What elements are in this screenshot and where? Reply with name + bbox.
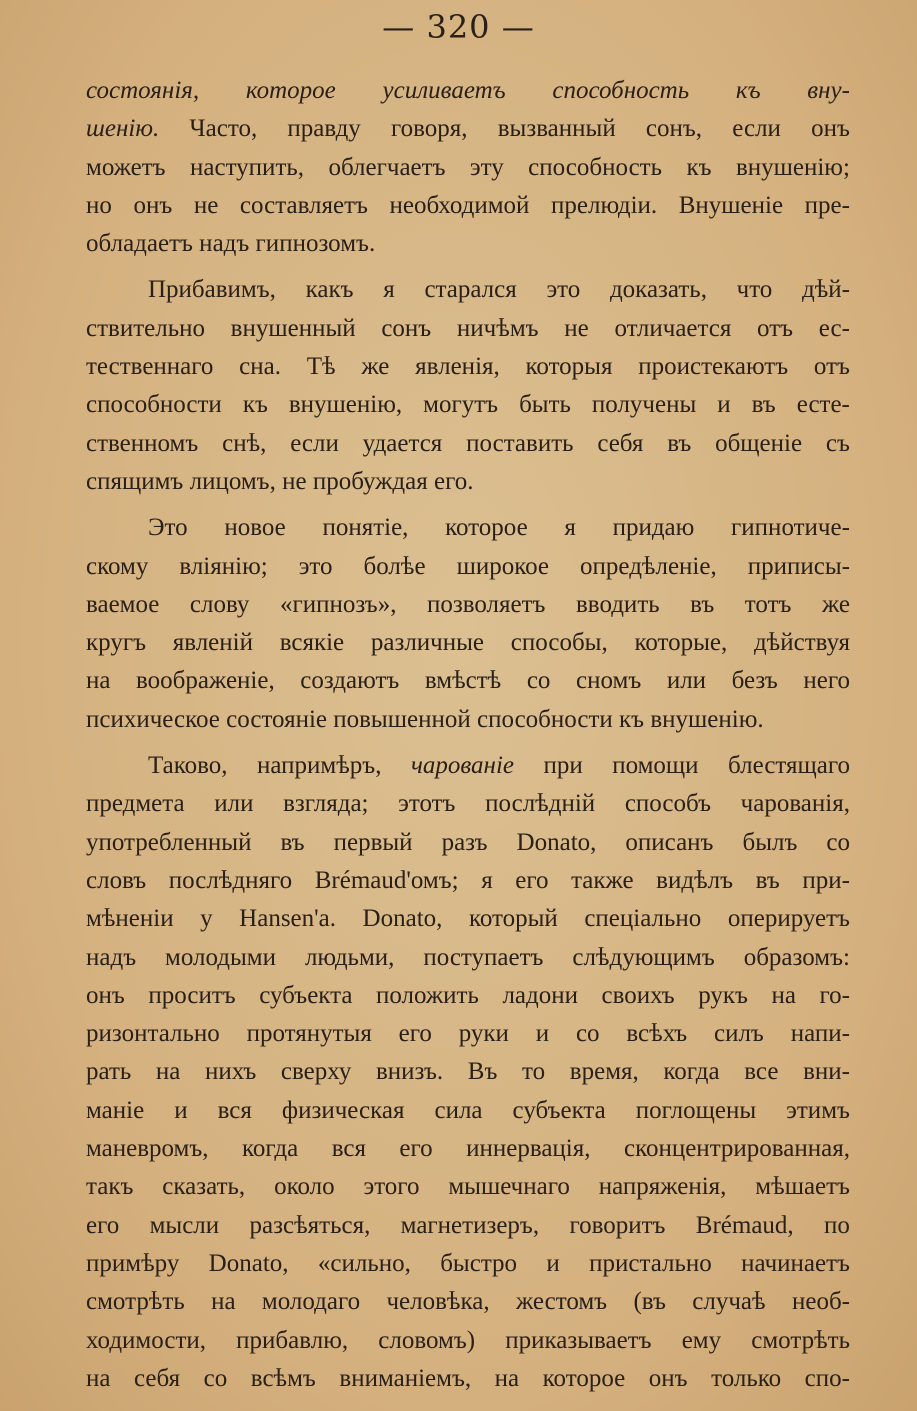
word: которые,	[634, 629, 728, 657]
text-line	[86, 187, 850, 225]
word: видѣлъ	[656, 866, 734, 894]
word: отъ	[757, 314, 794, 342]
word: наступить,	[190, 153, 305, 181]
word: помощи	[612, 752, 699, 780]
word: субъекта	[259, 981, 353, 1009]
word: это	[546, 276, 581, 304]
text-line	[86, 900, 850, 938]
word: ходимости,	[86, 1326, 207, 1354]
text-line	[86, 271, 850, 309]
word: когда	[242, 1135, 299, 1163]
word: въ	[667, 429, 692, 457]
word: со	[203, 1364, 228, 1392]
word: проистекаютъ	[638, 353, 789, 381]
word: удается	[362, 429, 443, 457]
word: отличается	[614, 314, 732, 342]
word: надъ	[86, 943, 137, 971]
word: ризонтально	[86, 1020, 220, 1048]
word: воображеніе,	[136, 667, 275, 695]
word: способности	[86, 391, 222, 419]
word: необходимой	[389, 191, 530, 219]
word: облегчаетъ	[328, 153, 446, 181]
word: создаютъ	[300, 667, 400, 695]
word: разъ	[441, 828, 488, 856]
word: смотрѣть	[86, 1288, 185, 1316]
word: и	[535, 1020, 550, 1048]
paragraph-gap	[86, 739, 850, 747]
word: маніе	[86, 1096, 145, 1124]
word: отъ	[813, 353, 850, 381]
word: которыя	[525, 353, 613, 381]
word: рукъ	[698, 981, 748, 1009]
word: только	[711, 1364, 782, 1392]
word: у	[200, 905, 213, 933]
italic-word: состоянія,	[86, 77, 200, 104]
italic-word: усиливаетъ	[382, 77, 506, 104]
text-line	[86, 110, 850, 148]
word: около	[274, 1173, 335, 1201]
word: сила	[434, 1096, 483, 1124]
text-line	[86, 1053, 850, 1091]
word: онъ	[86, 981, 125, 1009]
word: смотрѣть	[751, 1326, 850, 1354]
word: оперируетъ	[727, 905, 850, 933]
text-line	[86, 425, 850, 463]
word: напряженія,	[598, 1173, 727, 1201]
text-line	[86, 1015, 850, 1053]
text-line	[86, 785, 850, 823]
word: «сильно,	[317, 1249, 411, 1277]
word: на	[494, 1364, 520, 1392]
word: что	[736, 276, 773, 304]
word: сказать,	[162, 1173, 246, 1201]
word: его	[398, 1020, 432, 1048]
word: поступаетъ	[423, 943, 544, 971]
word: способность	[528, 153, 663, 181]
word: или	[666, 667, 707, 695]
word: такъ	[86, 1173, 134, 1201]
word: въ	[755, 866, 780, 894]
word: болѣе	[363, 552, 426, 580]
word: же	[361, 353, 390, 381]
word: придаю	[612, 514, 695, 542]
text-line	[86, 939, 850, 977]
word: мышечнаго	[448, 1173, 570, 1201]
word: все	[744, 1058, 779, 1086]
word: онъ	[811, 115, 850, 143]
word: вводить	[576, 590, 660, 618]
word: сверху	[280, 1058, 352, 1086]
word: я	[383, 276, 395, 304]
word: первый	[333, 828, 413, 856]
word: послѣдняго	[168, 866, 293, 894]
text-line	[86, 463, 850, 501]
word: вся	[217, 1096, 252, 1124]
word: спо-	[804, 1364, 850, 1392]
word: можетъ	[86, 153, 166, 181]
word: явленій	[172, 629, 253, 657]
word: Это	[148, 514, 188, 542]
word: на	[155, 1058, 181, 1086]
word: дѣй-	[802, 276, 850, 304]
word: снѣ,	[222, 429, 267, 457]
word: слову	[189, 590, 250, 618]
word: позволяетъ	[427, 590, 546, 618]
word: общеніе	[715, 429, 803, 457]
word: руки	[458, 1020, 509, 1048]
word: внушенію,	[288, 391, 403, 419]
word: маневромъ,	[86, 1135, 209, 1163]
word: Прибавимъ,	[148, 276, 276, 304]
word: который	[468, 905, 558, 933]
word: пре-	[804, 191, 850, 219]
word: эту	[469, 153, 504, 181]
word: Brémaud,	[695, 1211, 794, 1239]
word: на	[86, 1364, 111, 1392]
word: въ	[690, 590, 715, 618]
word: примѣру	[86, 1249, 180, 1277]
word: онъ	[133, 191, 173, 219]
word: способъ	[624, 790, 712, 818]
word: молодаго	[261, 1288, 361, 1316]
text-line	[86, 310, 850, 348]
word: слѣдующимъ	[572, 943, 715, 971]
word: Часто,	[189, 115, 258, 143]
word: его	[399, 1135, 433, 1163]
paragraph-gap	[86, 501, 850, 509]
word: употребленный	[86, 828, 252, 856]
word: Donato,	[516, 828, 597, 856]
paragraph	[86, 509, 850, 739]
word: мѣненіи	[86, 905, 174, 933]
text-line	[86, 1207, 850, 1245]
word: тотъ	[744, 590, 792, 618]
word: со	[575, 1020, 600, 1048]
word: говоря,	[391, 115, 468, 143]
word: же	[821, 590, 850, 618]
word: вліянію;	[179, 552, 268, 580]
word: не	[564, 314, 589, 342]
word: ваемое	[86, 590, 160, 618]
word: (въ	[633, 1288, 666, 1316]
word: напримѣръ,	[256, 752, 382, 780]
word: явленія,	[415, 353, 500, 381]
word: понятіе,	[322, 514, 409, 542]
text-line	[86, 586, 850, 624]
word: къ	[686, 153, 712, 181]
word: которое	[542, 1364, 626, 1392]
word: дѣйствуя	[753, 629, 850, 657]
word: словъ	[86, 866, 147, 894]
word: напи-	[790, 1020, 850, 1048]
word: образомъ:	[743, 943, 850, 971]
word: кругъ	[86, 629, 146, 657]
word: всѣхъ	[626, 1020, 688, 1048]
word: говоритъ	[569, 1211, 666, 1239]
text-line	[86, 824, 850, 862]
page-number: — 320 —	[382, 8, 535, 46]
word: жестомъ	[515, 1288, 608, 1316]
word: себя	[597, 429, 644, 457]
text-line	[86, 348, 850, 386]
word: Въ	[467, 1058, 498, 1086]
word: это	[298, 552, 333, 580]
word: на	[211, 1288, 236, 1316]
text-line	[86, 149, 850, 187]
word: получены	[591, 391, 697, 419]
word: этого	[363, 1173, 420, 1201]
text-line	[86, 1130, 850, 1168]
paragraph-gap	[86, 263, 850, 271]
word: рать	[86, 1058, 132, 1086]
word: есте-	[796, 391, 850, 419]
paragraph	[86, 72, 850, 263]
word: поглощены	[635, 1096, 757, 1124]
word: прелюдіи.	[551, 191, 658, 219]
text-run: психическое состояніе повышенной способности къ внушенію.	[86, 705, 764, 733]
paragraph	[86, 747, 850, 1398]
word: субъекта	[512, 1096, 606, 1124]
italic-word: вну-	[807, 77, 850, 104]
word: новое	[224, 514, 286, 542]
word: взгляда;	[283, 790, 369, 818]
word: не	[193, 191, 219, 219]
word: прибавлю,	[236, 1326, 349, 1354]
word: людьми,	[304, 943, 395, 971]
word: вся	[331, 1135, 366, 1163]
word: Donato,	[208, 1249, 289, 1277]
word: этотъ	[398, 790, 456, 818]
word: вниманіемъ,	[339, 1364, 472, 1392]
italic-word: способность	[552, 77, 690, 104]
word: Donato,	[362, 905, 443, 933]
italic-word: которое	[245, 77, 336, 104]
word: я	[564, 514, 576, 542]
word: при-	[802, 866, 850, 894]
word: широкое	[456, 552, 550, 580]
word: сонъ,	[645, 115, 703, 143]
word: себя	[134, 1364, 181, 1392]
word: ничѣмъ	[456, 314, 539, 342]
word: съ	[825, 429, 850, 457]
word: силъ	[713, 1020, 764, 1048]
word: гипнотиче-	[731, 514, 850, 542]
word: быть	[519, 391, 571, 419]
word: его	[86, 1211, 120, 1239]
word: тественнаго	[86, 353, 214, 381]
word: на	[771, 981, 796, 1009]
word: ственномъ	[86, 429, 199, 457]
text-line	[86, 225, 850, 263]
word: приписы-	[747, 552, 850, 580]
word: со	[826, 828, 850, 856]
word: всѣмъ	[250, 1364, 316, 1392]
word: магнетизеръ,	[400, 1211, 540, 1239]
word: также	[571, 866, 634, 894]
word: сномъ	[576, 667, 642, 695]
word: своихъ	[601, 981, 675, 1009]
text-line	[86, 747, 850, 785]
word: начинаетъ	[741, 1249, 850, 1277]
word: го-	[819, 981, 850, 1009]
word: иннервація,	[466, 1135, 591, 1163]
italic-word: къ	[735, 77, 761, 104]
body-text	[86, 72, 850, 1398]
text-line	[86, 509, 850, 547]
word: ладони	[502, 981, 578, 1009]
word: «гипнозъ»,	[279, 590, 397, 618]
text-line	[86, 1360, 850, 1398]
word: я	[481, 866, 493, 894]
word: когда	[663, 1058, 720, 1086]
word: сонъ	[381, 314, 432, 342]
word: мѣшаетъ	[755, 1173, 850, 1201]
word: физическая	[281, 1096, 405, 1124]
italic-word: шенію.	[86, 115, 160, 143]
word: Внушеніе	[678, 191, 784, 219]
text-run: спящимъ лицомъ, не пробуждая его.	[86, 467, 474, 495]
word: сна.	[239, 353, 281, 381]
word: или	[214, 790, 254, 818]
text-line	[86, 1168, 850, 1206]
word: ему	[681, 1326, 722, 1354]
word: предмета	[86, 790, 185, 818]
word: и	[174, 1096, 188, 1124]
word: въ	[751, 391, 776, 419]
word: на	[86, 667, 111, 695]
word: былъ	[742, 828, 798, 856]
text-line	[86, 624, 850, 662]
word: внушенный	[230, 314, 356, 342]
word: и	[717, 391, 731, 419]
word: описанъ	[625, 828, 714, 856]
text-line	[86, 1283, 850, 1321]
word: ес-	[818, 314, 850, 342]
text-line	[86, 1092, 850, 1130]
word: словомъ)	[378, 1326, 476, 1354]
word: старался	[424, 276, 517, 304]
word: Brémaud'омъ;	[314, 866, 459, 894]
word: безъ	[731, 667, 778, 695]
paragraph	[86, 271, 850, 501]
word: по	[824, 1211, 850, 1239]
word: правду	[287, 115, 361, 143]
word: могутъ	[423, 391, 499, 419]
text-line	[86, 386, 850, 424]
word: спеціально	[584, 905, 702, 933]
word: проситъ	[148, 981, 236, 1009]
word: сконцентрированная,	[623, 1135, 850, 1163]
text-line	[86, 548, 850, 586]
word: Hansen'а.	[239, 905, 336, 933]
word: всякіе	[279, 629, 345, 657]
word: составляетъ	[239, 191, 368, 219]
word: человѣка,	[386, 1288, 490, 1316]
word: случаѣ	[692, 1288, 766, 1316]
word: молодыми	[165, 943, 277, 971]
word: приказываетъ	[505, 1326, 652, 1354]
word: способы,	[510, 629, 608, 657]
word: внизъ.	[375, 1058, 444, 1086]
word: скому	[86, 552, 149, 580]
word: со	[526, 667, 551, 695]
word: положить	[376, 981, 479, 1009]
word: время,	[569, 1058, 639, 1086]
italic-word: чарованіе	[410, 752, 514, 780]
word: вни-	[803, 1058, 850, 1086]
word: блестящаго	[728, 752, 850, 780]
word: Тѣ	[306, 353, 336, 381]
text-line	[86, 701, 850, 739]
text-line	[86, 862, 850, 900]
word: при	[543, 752, 583, 780]
word: если	[732, 115, 781, 143]
word: ствительно	[86, 314, 205, 342]
word: къ	[242, 391, 268, 419]
word: поставить	[466, 429, 574, 457]
word: внушенію;	[735, 153, 850, 181]
word: пристально	[589, 1249, 712, 1277]
word: различные	[370, 629, 485, 657]
word: вызванный	[497, 115, 616, 143]
word: быстро	[440, 1249, 518, 1277]
word: въ	[280, 828, 305, 856]
word: какъ	[305, 276, 354, 304]
word: онъ	[648, 1364, 688, 1392]
word: то	[522, 1058, 546, 1086]
text-run: обладаетъ надъ гипнозомъ.	[86, 230, 376, 258]
word: опредѣленіе,	[580, 552, 717, 580]
word: нихъ	[205, 1058, 257, 1086]
text-line	[86, 662, 850, 700]
word: необ-	[791, 1288, 850, 1316]
word: вмѣстѣ	[424, 667, 502, 695]
word: Таково,	[148, 752, 228, 780]
word: доказать,	[609, 276, 707, 304]
word: его	[515, 866, 549, 894]
text-line	[86, 72, 850, 110]
word: чарованія,	[740, 790, 850, 818]
word: и	[546, 1249, 560, 1277]
word: которое	[445, 514, 528, 542]
word: него	[803, 667, 850, 695]
text-line	[86, 1245, 850, 1283]
word: мысли	[149, 1211, 220, 1239]
word: если	[290, 429, 339, 457]
word: протянутыя	[246, 1020, 372, 1048]
word: разсѣяться,	[249, 1211, 371, 1239]
word: послѣдній	[485, 790, 596, 818]
text-line	[86, 1322, 850, 1360]
word: этимъ	[786, 1096, 850, 1124]
word: но	[86, 191, 112, 219]
text-line	[86, 977, 850, 1015]
